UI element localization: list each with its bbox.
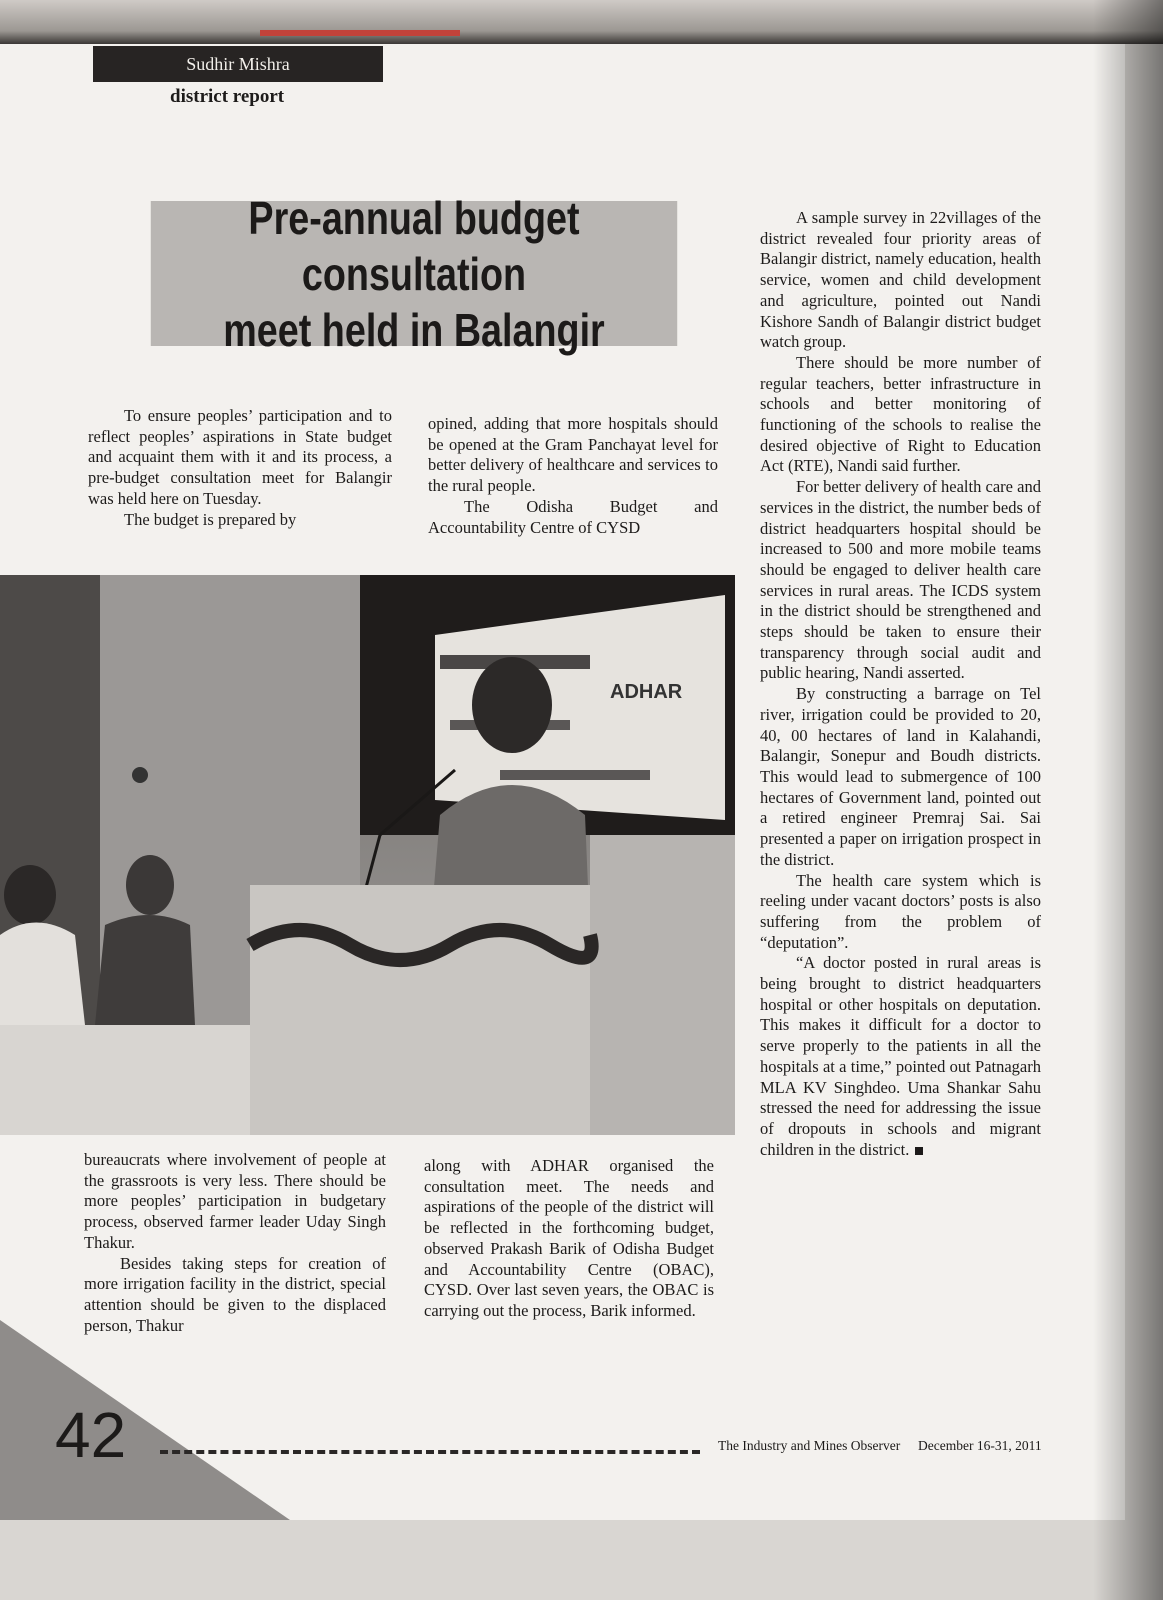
seated-person-body <box>95 915 195 1025</box>
corner-triangle <box>0 1320 290 1520</box>
paragraph: along with ADHAR organised the consultation meet. The needs and aspirations of the people of the district will be reflected in the forthcoming budget, observed Prakash Barik of Odisha Budget and Accountability Centre (OBAC), CYSD. Over last seven years, the OBAC is carrying out the process, Barik informed. <box>424 1156 714 1320</box>
banner-text: ADHAR <box>610 681 683 703</box>
paragraph: opined, adding that more hospitals should be opened at the Gram Panchayat level for better delivery of healthcare and services to the rural people. <box>428 414 718 496</box>
footer-rule <box>160 1450 700 1454</box>
paragraph: The Odisha Budget and Accountability Centre of CYSD <box>428 496 718 537</box>
scan-top-edge <box>0 0 1163 44</box>
page-number: 42 <box>55 1399 127 1471</box>
end-of-article-mark <box>915 1147 923 1155</box>
paragraph <box>760 953 1041 1160</box>
paragraph: bureaucrats where involvement of people at the grassroots is very less. There should be more peoples’ participation in budgetary process, observed farmer leader Uday Singh Thakur. <box>84 1150 386 1252</box>
scan-binding-shadow <box>1093 0 1163 1600</box>
paragraph: By constructing a barrage on Tel river, irrigation could be provided to 20, 40, 00 hectares of land in Kalahandi, Balangir, Sonepur and Boudh districts. This would lead to submergence of 100 hectares of Government land, pointed out a retired engineer Premraj Sai. Sai presented a paper on irrigation prospect in the district. <box>760 684 1041 869</box>
paragraph: For better delivery of health care and services in the district, the number beds of district headquarters hospital should be increased to 500 and more mobile teams should be engaged to deliver health care services in rural areas. The ICDS system in the district should be strengthened and steps should be taken to ensure their transparency through social audit and public hearing, Nandi asserted. <box>760 477 1041 683</box>
paragraph: There should be more number of regular teachers, better infrastructure in schools and better monitoring of functioning of the schools to realise the desired objective of Right to Education Act (RTE), Nandi said further. <box>760 352 1041 476</box>
event-photo <box>0 575 735 1135</box>
speaker-head <box>472 657 552 753</box>
column-1-bottom <box>84 1150 386 1336</box>
article-headline <box>151 191 677 356</box>
paragraph: The budget is prepared by <box>124 509 297 529</box>
author-byline: Sudhir Mishra <box>93 46 383 82</box>
section-label: district report <box>170 86 285 107</box>
paragraph: Besides taking steps for creation of more irrigation facility in the district, special attention should be given to the displaced person, Thakur <box>84 1253 386 1335</box>
column-2-top <box>428 414 718 538</box>
paragraph-text: “A doctor posted in rural areas is being brought to district headquarters hospital or other hospitals on deputation. This makes it difficult for a doctor to serve properly to the patients in all the hospitals at a time,” pointed out Patnagarh MLA KV Singhdeo. Uma Shankar Sahu stressed the need for addressing the issue of dropouts in schools and migrant children in the district. <box>760 953 1041 1159</box>
headline-line-2: meet held in Balangir <box>223 303 605 356</box>
column-1-top <box>88 406 392 530</box>
photo-illustration <box>0 575 735 1135</box>
paragraph: To ensure peoples’ participation and to reflect peoples’ aspirations in State budget and acquaint them with it and its process, a pre-budget consultation meet for Balangir was held here on Tuesday. <box>88 406 392 508</box>
paragraph: A sample survey in 22villages of the district revealed four priority areas of Balangir district, namely education, health service, women and child development and agriculture, pointed out Nandi Kishore Sandh of Balangir district budget watch group. <box>760 208 1041 352</box>
headline-line-1: Pre-annual budget consultation <box>248 191 580 300</box>
seated-person-head <box>126 855 174 915</box>
publication-name: The Industry and Mines Observer <box>718 1438 901 1453</box>
column-2-bottom <box>424 1156 714 1322</box>
paragraph: The health care system which is reeling under vacant doctors’ posts is also suffering from the problem of “deputation”. <box>760 870 1041 952</box>
podium <box>250 885 590 1135</box>
column-3 <box>760 208 1041 1160</box>
issue-date: December 16-31, 2011 <box>918 1438 1042 1453</box>
table <box>0 1025 250 1135</box>
